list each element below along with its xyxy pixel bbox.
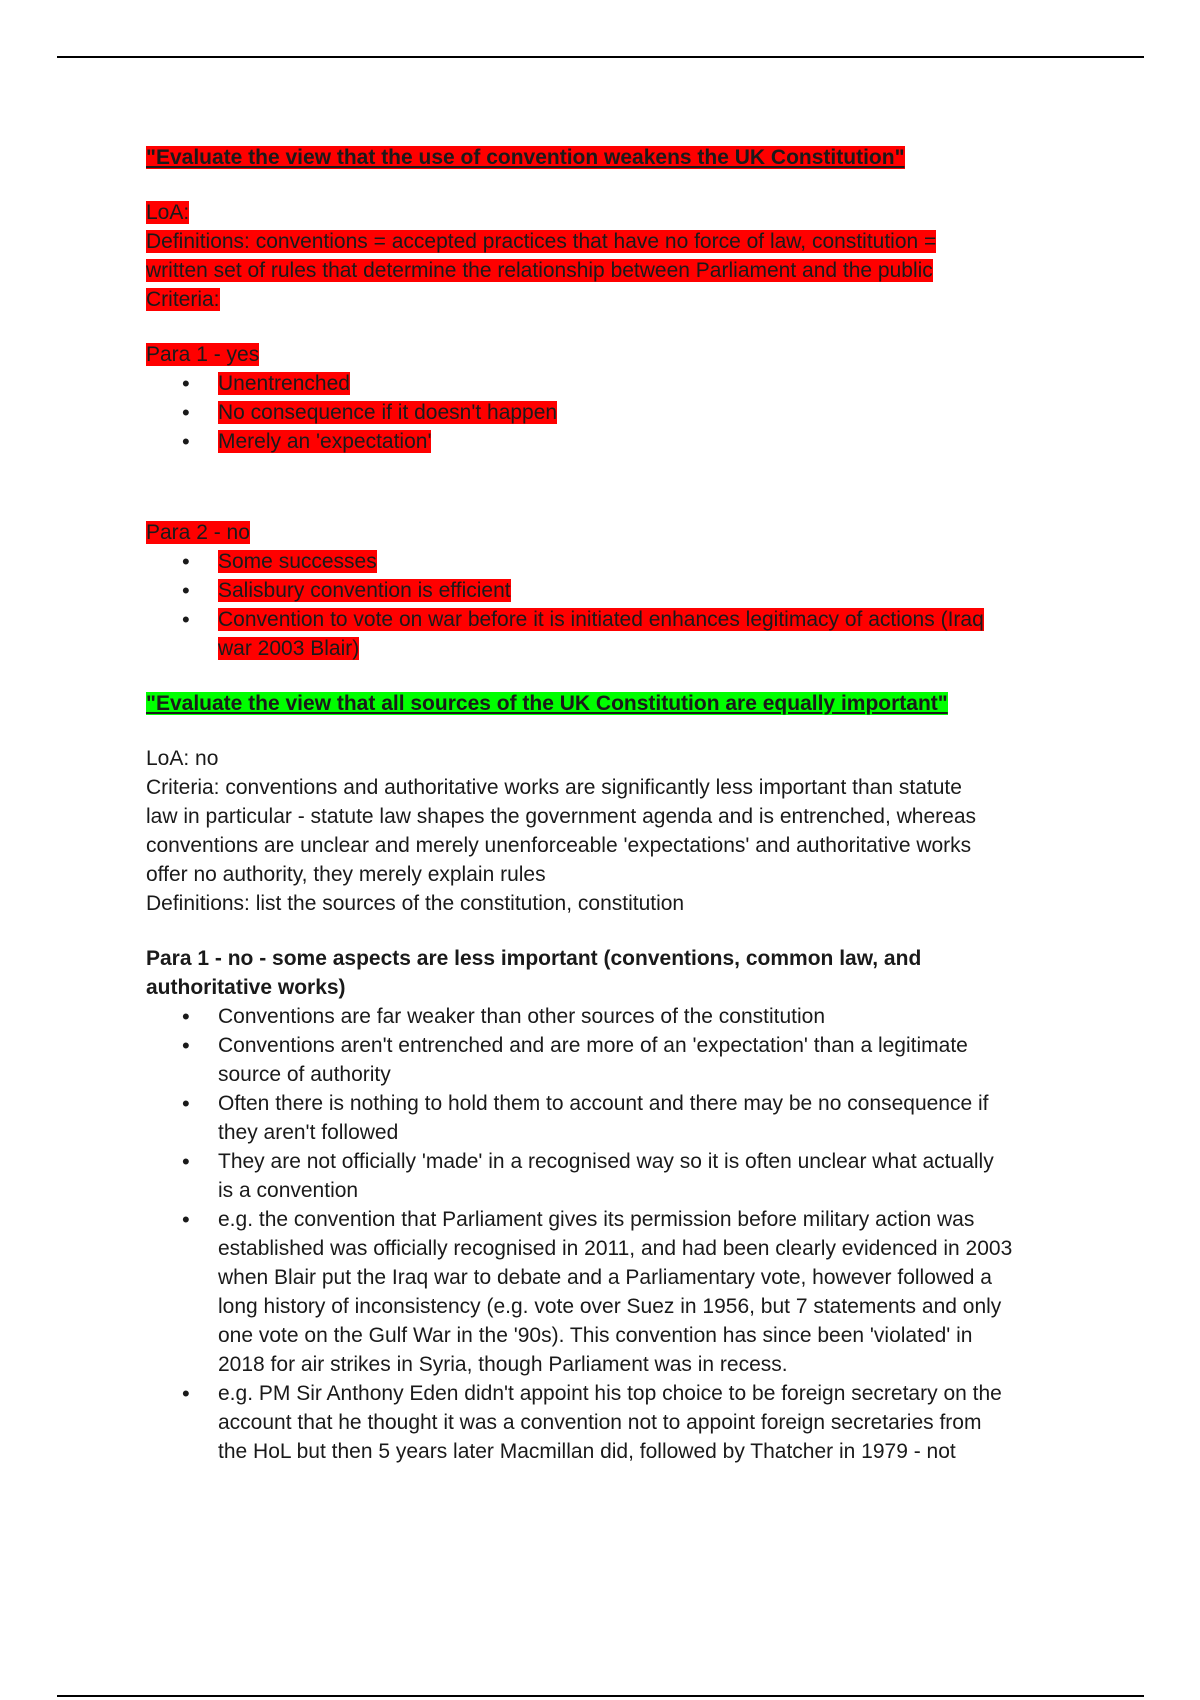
bullet-line: e.g. the convention that Parliament gives its permission before military action was (218, 1208, 975, 1231)
q1-definitions: Definitions: conventions = accepted practices that have no force of law, constitution = (146, 230, 937, 253)
list-item: • No consequence if it doesn't happen (146, 398, 1056, 427)
bullet-line: account that he thought it was a convention not to appoint foreign secretaries from (218, 1411, 982, 1434)
list-item (146, 1002, 1056, 1031)
bullet-line: is a convention (218, 1179, 359, 1202)
q2-para1-list (146, 1002, 1056, 1466)
bullet-line: source of authority (218, 1063, 391, 1086)
q1-definitions-cont: written set of rules that determine the relationship between Parliament and the public (146, 259, 933, 282)
list-item: • Convention to vote on war before it is initiated enhances legitimacy of actions (Iraq war 2003 Blair) (146, 605, 1056, 663)
q2-definitions: Definitions: list the sources of the constitution, constitution (146, 892, 685, 915)
bullet-line: one vote on the Gulf War in the '90s). This convention has since been 'violated' in (218, 1324, 973, 1347)
bullet-line: Conventions aren't entrenched and are more of an 'expectation' than a legitimate (218, 1034, 968, 1057)
bullet-line: Often there is nothing to hold them to account and there may be no consequence if (218, 1092, 989, 1115)
q1-para1-list (146, 369, 1056, 456)
list-item (146, 1031, 1056, 1089)
q1-loa: LoA: (146, 201, 190, 224)
q2-loa: LoA: no (146, 747, 219, 770)
bullet-line: They are not officially 'made' in a recognised way so it is often unclear what actually (218, 1150, 994, 1173)
list-item (146, 1205, 1056, 1379)
bullet-line: the HoL but then 5 years later Macmillan did, followed by Thatcher in 1979 - not (218, 1440, 956, 1463)
bullet-line: Conventions are far weaker than other sources of the constitution (218, 1005, 826, 1028)
bullet-line: when Blair put the Iraq war to debate and a Parliamentary vote, however followed a (218, 1266, 992, 1289)
q1-para2-heading: Para 2 - no (146, 521, 250, 544)
bottom-rule (57, 1695, 1144, 1697)
list-item: • Salisbury convention is efficient (146, 576, 1056, 605)
q2-title: "Evaluate the view that all sources of the UK Constitution are equally important" (146, 692, 948, 715)
list-item (146, 1089, 1056, 1147)
bullet-line: established was officially recognised in 2011, and had been clearly evidenced in 2003 (218, 1237, 1013, 1260)
bullet-line: long history of inconsistency (e.g. vote over Suez in 1956, but 7 statements and only (218, 1295, 1002, 1318)
list-item: • Some successes (146, 547, 1056, 576)
top-rule (57, 56, 1144, 58)
document-page (146, 143, 1056, 1466)
list-item: • Merely an 'expectation' (146, 427, 1056, 456)
q2-para1-heading: Para 1 - no - some aspects are less important (conventions, common law, and authoritative works) (146, 947, 922, 999)
list-item (146, 1379, 1056, 1466)
bullet-line: 2018 for air strikes in Syria, though Parliament was in recess. (218, 1353, 788, 1376)
q1-para2-list (146, 547, 1056, 663)
q2-criteria: Criteria: conventions and authoritative works are significantly less important than statute law in particular - statute law shapes the government agenda and is entrenched, whereas conventions are unclear and merely unenforceable 'expectations' and authoritative works offer no authority, they merely explain rules (146, 776, 976, 886)
list-item: • Unentrenched (146, 369, 1056, 398)
list-item (146, 1147, 1056, 1205)
bullet-line: they aren't followed (218, 1121, 399, 1144)
q1-title: "Evaluate the view that the use of convention weakens the UK Constitution" (146, 146, 905, 169)
bullet-line: e.g. PM Sir Anthony Eden didn't appoint his top choice to be foreign secretary on the (218, 1382, 1002, 1405)
q1-para1-heading: Para 1 - yes (146, 343, 260, 366)
q1-criteria: Criteria: (146, 288, 220, 311)
